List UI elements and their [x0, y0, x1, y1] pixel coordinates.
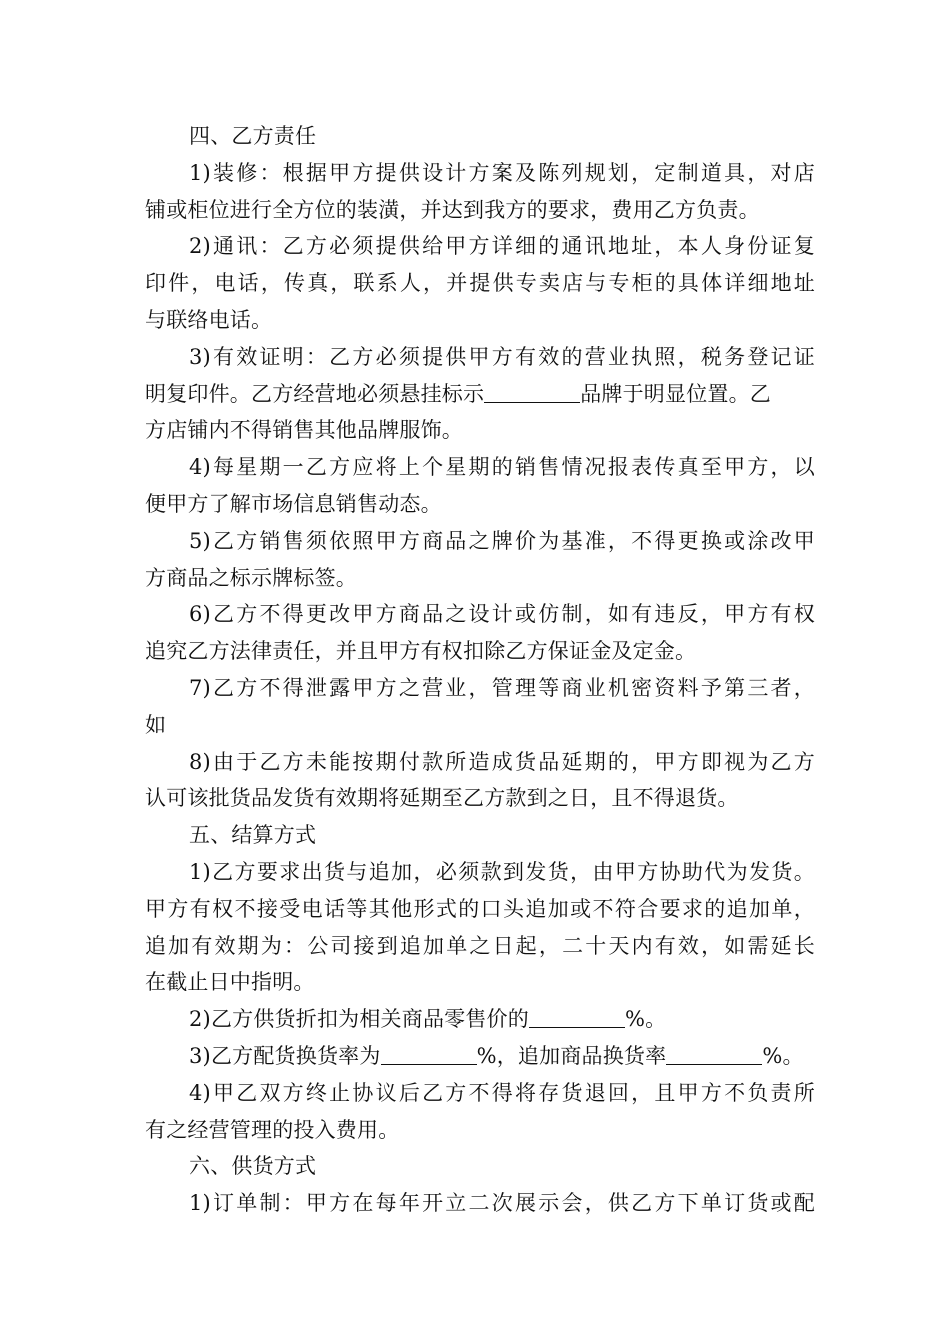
paragraph-line: 3)有效证明：乙方必须提供甲方有效的营业执照，税务登记证 [189, 344, 815, 369]
text-segment: 3)乙方配货换货率为 [189, 1043, 381, 1068]
paragraph-line [145, 376, 815, 413]
fill-in-blank [666, 1042, 762, 1065]
paragraph-line: 7)乙方不得泄露甲方之营业，管理等商业机密资料予第三者， [189, 675, 815, 700]
paragraph-line [145, 1001, 815, 1038]
section-heading: 五、结算方式 [189, 823, 317, 848]
paragraph-line: 在截止日中指明。 [145, 970, 315, 995]
paragraph-line: 方店铺内不得销售其他品牌服饰。 [145, 418, 463, 443]
paragraph-line: 甲方有权不接受电话等其他形式的口头追加或不符合要求的追加单， [145, 896, 815, 921]
paragraph-line: 2)通讯：乙方必须提供给甲方详细的通讯地址，本人身份证复 [189, 234, 815, 259]
paragraph-line: 1)订单制：甲方在每年开立二次展示会，供乙方下单订货或配 [189, 1191, 815, 1216]
fill-in-blank [529, 1005, 625, 1028]
text-segment: 品牌于明显位置。乙 [580, 381, 772, 406]
fill-in-blank [484, 380, 580, 403]
fill-in-blank [381, 1042, 477, 1065]
text-segment: 明复印件。乙方经营地必须悬挂标示 [145, 381, 485, 406]
paragraph-line: 如 [145, 712, 167, 737]
paragraph-line: 便甲方了解市场信息销售动态。 [145, 491, 442, 516]
paragraph-line: 方商品之标示牌标签。 [145, 565, 357, 590]
paragraph-line: 印件，电话，传真，联系人，并提供专卖店与专柜的具体详细地址 [145, 271, 815, 296]
paragraph-line: 4)每星期一乙方应将上个星期的销售情况报表传真至甲方，以 [189, 455, 815, 480]
paragraph-line: 认可该批货品发货有效期将延期至乙方款到之日，且不得退货。 [145, 786, 739, 811]
paragraph-line: 铺或柜位进行全方位的装潢，并达到我方的要求，费用乙方负责。 [145, 197, 760, 222]
paragraph-line: 1)乙方要求出货与追加，必须款到发货，由甲方协助代为发货。 [189, 859, 815, 884]
text-segment: %。 [762, 1043, 804, 1068]
paragraph-line: 8)由于乙方未能按期付款所造成货品延期的，甲方即视为乙方 [189, 749, 815, 774]
paragraph-line: 有之经营管理的投入费用。 [145, 1117, 400, 1142]
paragraph-line: 1)装修：根据甲方提供设计方案及陈列规划，定制道具，对店 [189, 160, 815, 185]
text-segment: %。 [624, 1007, 667, 1032]
paragraph-line: 追加有效期为：公司接到追加单之日起，二十天内有效，如需延长 [145, 933, 815, 958]
paragraph-line: 4)甲乙双方终止协议后乙方不得将存货退回，且甲方不负责所 [189, 1080, 815, 1105]
paragraph-line: 追究乙方法律责任，并且甲方有权扣除乙方保证金及定金。 [145, 639, 697, 664]
document-body [145, 118, 815, 1222]
text-segment: %，追加商品换货率 [476, 1043, 667, 1068]
paragraph-line: 5)乙方销售须依照甲方商品之牌价为基准，不得更换或涂改甲 [189, 528, 815, 553]
text-segment: 2)乙方供货折扣为相关商品零售价的 [189, 1007, 529, 1032]
paragraph-line: 与联络电话。 [145, 307, 273, 332]
section-heading: 四、乙方责任 [189, 124, 317, 148]
paragraph-line: 6)乙方不得更改甲方商品之设计或仿制，如有违反，甲方有权 [189, 602, 815, 627]
section-heading: 六、供货方式 [189, 1154, 317, 1179]
paragraph-line [145, 1038, 815, 1075]
